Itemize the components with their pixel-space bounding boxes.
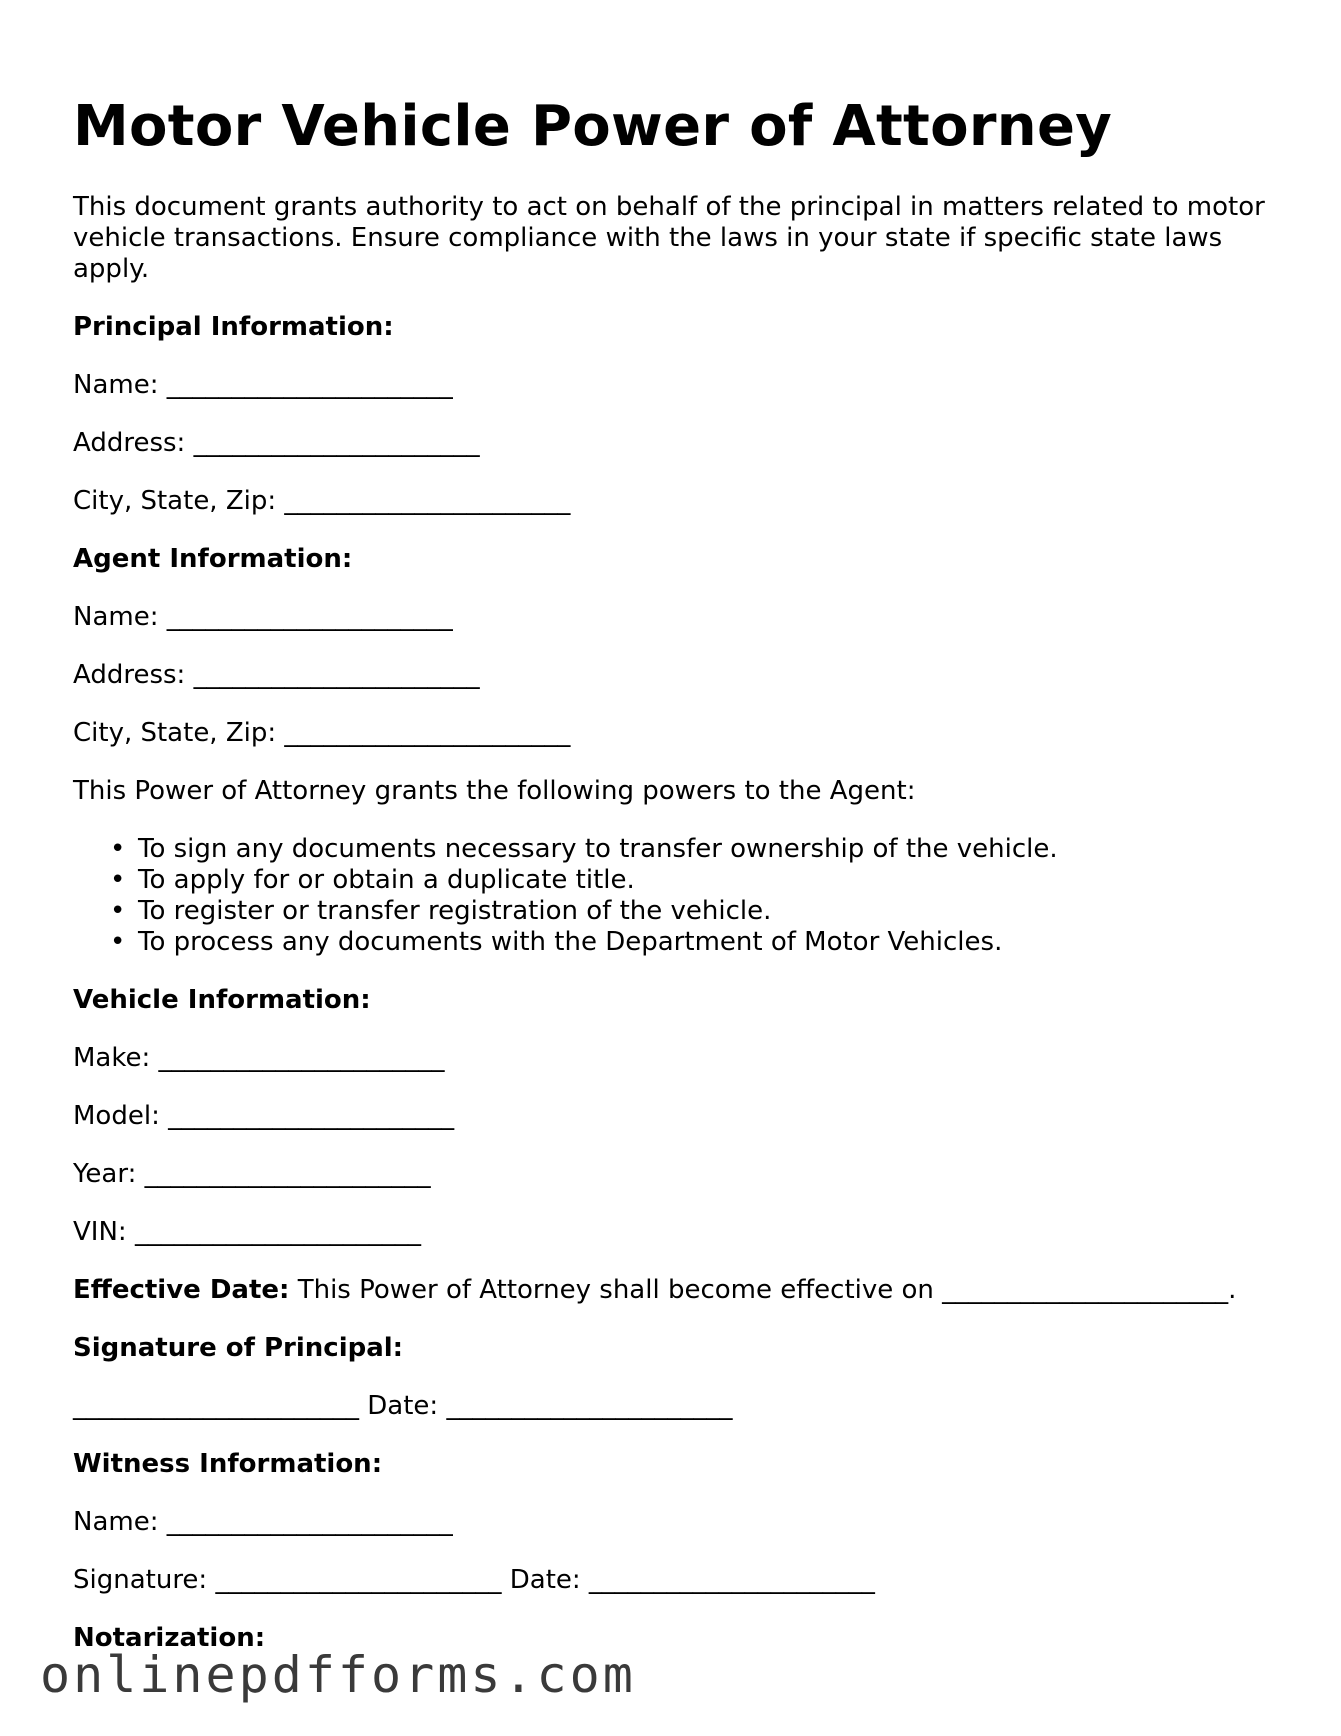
effective-date-field bbox=[73, 1275, 1283, 1306]
agent-name-field bbox=[73, 602, 1283, 633]
witness-name-field bbox=[73, 1507, 1283, 1538]
principal-heading: Principal Information: bbox=[73, 312, 394, 342]
principal-name-field bbox=[73, 370, 1283, 401]
vehicle-make-label: Make: bbox=[73, 1043, 151, 1073]
vehicle-model-blank[interactable]: ______________________ bbox=[168, 1101, 455, 1131]
vehicle-year-blank[interactable]: ______________________ bbox=[144, 1159, 431, 1189]
vehicle-heading: Vehicle Information: bbox=[73, 985, 371, 1015]
page-title: Motor Vehicle Power of Attorney bbox=[73, 94, 1113, 159]
principal-address-blank[interactable]: ______________________ bbox=[193, 428, 480, 458]
agent-name-blank[interactable]: ______________________ bbox=[166, 602, 453, 632]
bullet-icon: • bbox=[110, 834, 126, 864]
vehicle-year-field bbox=[73, 1159, 1283, 1190]
bullet-icon: • bbox=[110, 896, 126, 926]
witness-name-blank[interactable]: ______________________ bbox=[166, 1507, 453, 1537]
vehicle-model-label: Model: bbox=[73, 1101, 160, 1131]
agent-city-blank[interactable]: ______________________ bbox=[284, 718, 571, 748]
witness-signature-field bbox=[73, 1565, 1283, 1596]
principal-address-label: Address: bbox=[73, 428, 186, 458]
intro-paragraph: This document grants authority to act on behalf of the principal in matters related to motor vehicle transactions. Ensure compliance with the laws in your state if specific state laws apply. bbox=[73, 192, 1265, 284]
power-item-text: To sign any documents necessary to transfer ownership of the vehicle. bbox=[138, 834, 1058, 864]
witness-signature-blank[interactable]: ______________________ bbox=[215, 1565, 502, 1595]
agent-address-blank[interactable]: ______________________ bbox=[193, 660, 480, 690]
vehicle-model-field bbox=[73, 1101, 1283, 1132]
agent-heading: Agent Information: bbox=[73, 544, 353, 574]
bullet-icon: • bbox=[110, 865, 126, 895]
agent-address-field bbox=[73, 660, 1283, 691]
list-item bbox=[73, 927, 1283, 958]
principal-name-label: Name: bbox=[73, 370, 159, 400]
principal-signature-date-blank[interactable]: ______________________ bbox=[446, 1391, 733, 1421]
principal-address-field bbox=[73, 428, 1283, 459]
watermark: onlinepdfforms.com bbox=[40, 1646, 636, 1704]
vehicle-vin-blank[interactable]: ______________________ bbox=[134, 1217, 421, 1247]
witness-date-label: Date: bbox=[509, 1565, 581, 1595]
vehicle-vin-field bbox=[73, 1217, 1283, 1248]
power-item-text: To apply for or obtain a duplicate title. bbox=[138, 865, 635, 895]
effective-date-text: This Power of Attorney shall become effective on bbox=[289, 1275, 943, 1305]
principal-city-label: City, State, Zip: bbox=[73, 486, 277, 516]
agent-city-field bbox=[73, 718, 1283, 749]
agent-address-label: Address: bbox=[73, 660, 186, 690]
power-item-text: To process any documents with the Department of Motor Vehicles. bbox=[138, 927, 1003, 957]
principal-city-blank[interactable]: ______________________ bbox=[284, 486, 571, 516]
notarization-heading: Notarization: bbox=[73, 1623, 266, 1653]
effective-date-period: . bbox=[1228, 1275, 1237, 1305]
powers-list bbox=[73, 834, 1283, 958]
principal-city-field bbox=[73, 486, 1283, 517]
vehicle-make-field bbox=[73, 1043, 1283, 1074]
document-page bbox=[73, 88, 1283, 1654]
list-item bbox=[73, 834, 1283, 865]
bullet-icon: • bbox=[110, 927, 126, 957]
witness-signature-label: Signature: bbox=[73, 1565, 208, 1595]
effective-date-blank[interactable]: ______________________ bbox=[942, 1275, 1229, 1305]
witness-heading: Witness Information: bbox=[73, 1449, 383, 1479]
principal-signature-blank[interactable]: ______________________ bbox=[73, 1391, 359, 1421]
vehicle-make-blank[interactable]: ______________________ bbox=[158, 1043, 445, 1073]
witness-name-label: Name: bbox=[73, 1507, 159, 1537]
effective-date-label: Effective Date: bbox=[73, 1275, 290, 1305]
signature-heading: Signature of Principal: bbox=[73, 1333, 404, 1363]
witness-date-blank[interactable]: ______________________ bbox=[588, 1565, 875, 1595]
vehicle-year-label: Year: bbox=[73, 1159, 137, 1189]
list-item bbox=[73, 896, 1283, 927]
principal-signature-field bbox=[73, 1391, 1283, 1422]
principal-signature-date-label: Date: bbox=[367, 1391, 439, 1421]
agent-city-label: City, State, Zip: bbox=[73, 718, 277, 748]
principal-name-blank[interactable]: ______________________ bbox=[166, 370, 453, 400]
agent-name-label: Name: bbox=[73, 602, 159, 632]
powers-intro: This Power of Attorney grants the following powers to the Agent: bbox=[73, 776, 916, 806]
power-item-text: To register or transfer registration of the vehicle. bbox=[138, 896, 772, 926]
vehicle-vin-label: VIN: bbox=[73, 1217, 127, 1247]
list-item bbox=[73, 865, 1283, 896]
